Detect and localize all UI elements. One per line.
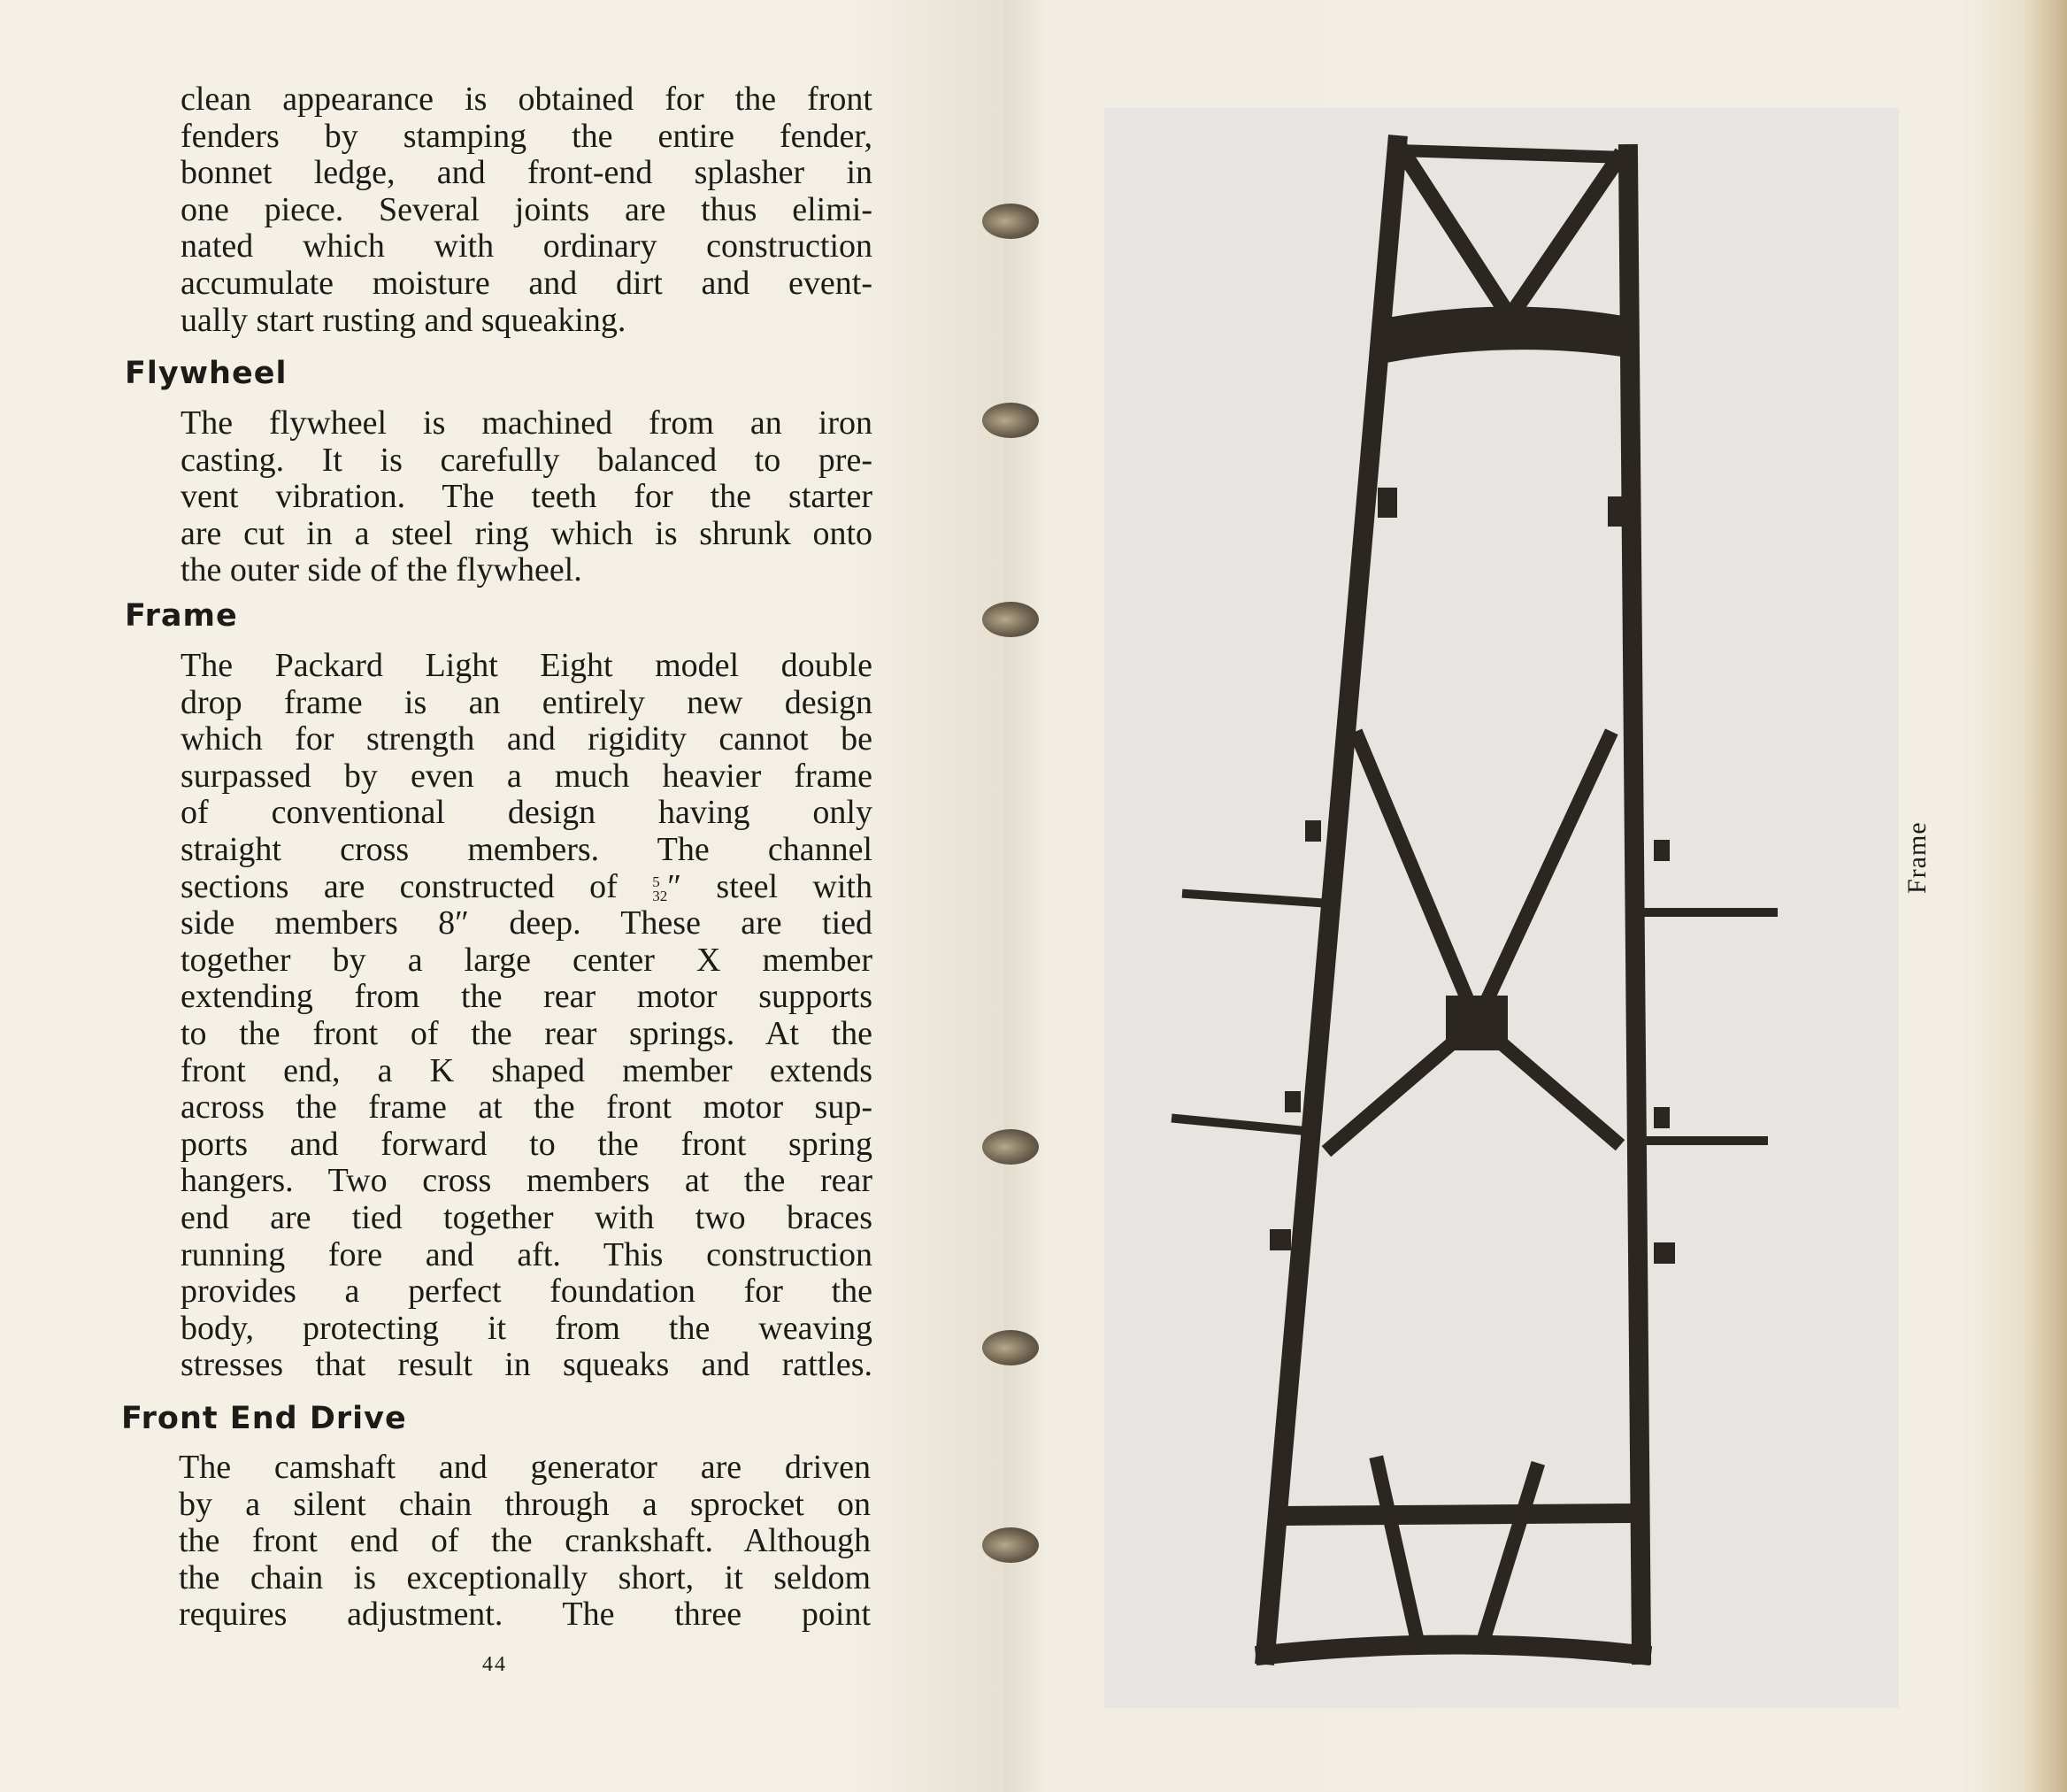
right-side-rail (1628, 154, 1641, 1655)
text-line: hangers. Two cross members at the rear (181, 1162, 872, 1200)
text-line: accumulate moisture and dirt and event- (181, 264, 872, 302)
fraction (652, 875, 667, 904)
left-page (0, 0, 1004, 1792)
heading-frame: Frame (125, 598, 238, 634)
text-line: fenders by stamping the entire fender, (181, 117, 872, 155)
text-line: nated which with ordinary construction (181, 227, 872, 265)
rear-brace-left (1378, 1464, 1418, 1642)
text-line: casting. It is carefully balanced to pre- (181, 441, 872, 479)
text-line: provides a perfect foundation for the (181, 1273, 872, 1311)
text-line: side members 8″ deep. These are tied (181, 904, 872, 942)
bracket (1655, 841, 1669, 860)
binder-hole (982, 204, 1039, 239)
binder-hole (982, 1527, 1039, 1563)
text-line: the chain is exceptionally short, it seldom (179, 1558, 871, 1596)
text-line: clean appearance is obtained for the front (181, 81, 872, 118)
fraction-denominator: 32 (652, 887, 668, 904)
rear-brace-right (1483, 1470, 1536, 1642)
text-line-fraction (181, 869, 872, 906)
chassis-frame-photo (1104, 108, 1899, 1708)
x-member-arm (1358, 738, 1477, 1022)
text-line: by a silent chain through a sprocket on (179, 1485, 871, 1523)
rear-end-member (1265, 1645, 1641, 1656)
bracket (1655, 1243, 1674, 1263)
text-line: the front end of the crankshaft. Although (179, 1522, 871, 1560)
heading-front-end-drive: Front End Drive (121, 1401, 407, 1436)
x-member-center (1448, 997, 1506, 1049)
text-line: requires adjustment. The three point (179, 1596, 871, 1634)
text-line: end are tied together with two braces (181, 1198, 872, 1236)
text-line: The camshaft and generator are driven (179, 1449, 871, 1486)
frame-illustration (1104, 108, 1899, 1708)
front-cross-member (1397, 150, 1628, 158)
text-line: front end, a K shaped member extends (181, 1051, 872, 1089)
binder-hole (982, 602, 1039, 637)
text-line: The flywheel is machined from an iron (181, 404, 872, 442)
side-label: Frame (1902, 821, 1932, 894)
outrigger (1187, 894, 1318, 903)
heading-flywheel: Flywheel (125, 356, 288, 391)
text-line: together by a large center X member (181, 941, 872, 979)
motor-support (1609, 497, 1626, 526)
text-line: surpassed by even a much heavier frame (181, 757, 872, 795)
text-line: drop frame is an entirely new design (181, 683, 872, 721)
binder-hole (982, 1129, 1039, 1165)
text-line: stresses that result in squeaks and rattles. (181, 1346, 872, 1384)
intro-paragraph (181, 81, 872, 339)
front-brace-right (1517, 159, 1617, 307)
bracket (1271, 1230, 1290, 1250)
text-segment: sections are constructed of (181, 867, 618, 905)
x-member-arm (1477, 738, 1609, 1022)
outrigger (1176, 1119, 1305, 1131)
page-number: 44 (482, 1653, 507, 1676)
text-line: across the frame at the front motor sup- (181, 1088, 872, 1127)
rear-cross-member (1281, 1513, 1635, 1516)
text-line: straight cross members. The channel (181, 830, 872, 868)
text-line: ually start rusting and squeaking. (181, 301, 626, 339)
binder-hole (982, 1330, 1039, 1365)
frame-paragraph (181, 648, 872, 1384)
flywheel-paragraph (181, 405, 872, 589)
fraction-numerator: 5 (652, 873, 660, 890)
bracket (1286, 1092, 1300, 1111)
text-line: to the front of the rear springs. At the (181, 1014, 872, 1052)
motor-support (1379, 488, 1396, 517)
binder-hole (982, 403, 1039, 438)
text-segment: ″ steel with (667, 867, 872, 905)
text-line: body, protecting it from the weaving (181, 1309, 872, 1347)
text-line: bonnet ledge, and front-end splasher in (181, 154, 872, 192)
k-member-crossbar (1386, 310, 1633, 361)
front-end-drive-paragraph (179, 1450, 871, 1634)
text-line: the outer side of the flywheel. (181, 551, 582, 589)
text-line: ports and forward to the front spring (181, 1125, 872, 1163)
front-brace-left (1404, 154, 1503, 307)
text-line: of conventional design having only (181, 794, 872, 832)
bracket (1306, 821, 1320, 841)
text-line: one piece. Several joints are thus elimi- (181, 190, 872, 228)
text-line: vent vibration. The teeth for the starter (181, 478, 872, 516)
text-line: running fore and aft. This construction (181, 1235, 872, 1273)
text-line: extending from the rear motor supports (181, 978, 872, 1016)
text-line: The Packard Light Eight model double (181, 647, 872, 684)
text-line: are cut in a steel ring which is shrunk onto (181, 514, 872, 552)
text-line: which for strength and rigidity cannot be (181, 720, 872, 758)
bracket (1655, 1108, 1669, 1127)
